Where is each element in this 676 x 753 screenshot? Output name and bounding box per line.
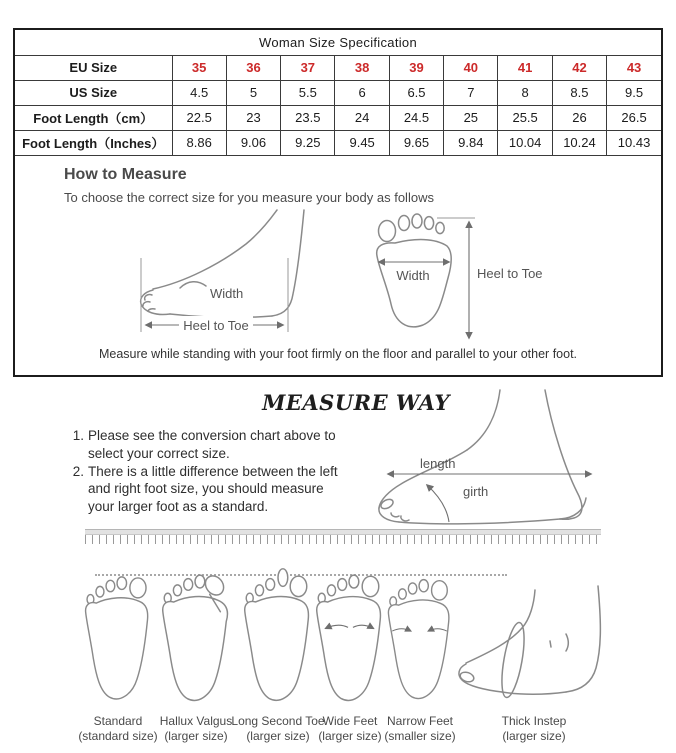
foot-type-name: Thick Instep	[501, 714, 567, 728]
foot-type-label	[478, 714, 590, 745]
foot-type-note: (larger size)	[318, 729, 382, 744]
foot-type-note: (larger size)	[246, 729, 310, 744]
size-cell: 10.04	[498, 130, 552, 155]
how-to-measure-heading: How to Measure	[64, 166, 187, 183]
size-cell: 23	[226, 105, 280, 130]
size-table-row	[15, 55, 661, 80]
foot-type-note: (larger size)	[502, 729, 566, 744]
how-to-measure-intro: To choose the correct size for you measure your body as follows	[64, 190, 434, 205]
size-cell: 9.25	[281, 130, 335, 155]
size-table-row	[15, 130, 661, 155]
size-cell: 40	[444, 55, 498, 80]
size-cell: 26.5	[607, 105, 661, 130]
measure-way-title: MEASURE WAY	[262, 390, 450, 415]
standard-foot-illustration	[80, 574, 156, 712]
instruction-step	[70, 463, 352, 516]
size-cell: 9.65	[389, 130, 443, 155]
size-cell: 9.06	[226, 130, 280, 155]
size-cell: 10.24	[552, 130, 606, 155]
girth-label: girth	[463, 484, 489, 499]
size-row-label: EU Size	[15, 55, 172, 80]
size-cell: 42	[552, 55, 606, 80]
size-cell: 24	[335, 105, 389, 130]
size-cell: 8.5	[552, 80, 606, 105]
size-row-label: Foot Length（Inches）	[15, 130, 172, 155]
size-specification-panel	[13, 28, 663, 377]
size-cell: 5.5	[281, 80, 335, 105]
size-row-label: US Size	[15, 80, 172, 105]
size-cell: 5	[226, 80, 280, 105]
foot-type-name: Hallux Valgus	[159, 714, 233, 728]
footprint-heel-to-toe-label: Heel to Toe	[477, 266, 543, 281]
size-cell: 4.5	[172, 80, 226, 105]
size-table-row	[15, 80, 661, 105]
step-number: 2.	[72, 463, 84, 479]
size-cell: 23.5	[281, 105, 335, 130]
size-cell: 8	[498, 80, 552, 105]
size-row-label: Foot Length（cm）	[15, 105, 172, 130]
size-cell: 22.5	[172, 105, 226, 130]
footprint-diagram	[357, 198, 557, 345]
size-cell: 7	[444, 80, 498, 105]
size-table-row	[15, 105, 661, 130]
length-girth-diagram	[365, 388, 665, 536]
foot-type-note: (larger size)	[164, 729, 228, 744]
size-cell: 24.5	[389, 105, 443, 130]
foot-type-note: (smaller size)	[384, 729, 456, 744]
foot-type-note: (standard size)	[78, 729, 158, 744]
size-cell: 35	[172, 55, 226, 80]
size-cell: 37	[281, 55, 335, 80]
measure-caption: Measure while standing with your foot firmly on the floor and parallel to your other foot.	[98, 347, 578, 361]
wide-feet-illustration	[311, 574, 389, 712]
narrow-feet-illustration	[383, 576, 457, 712]
size-cell: 9.5	[607, 80, 661, 105]
instruction-step	[70, 427, 352, 463]
size-cell: 9.45	[335, 130, 389, 155]
size-cell: 41	[498, 55, 552, 80]
thick-instep-illustration	[450, 584, 640, 706]
size-table-title-row	[15, 30, 661, 55]
step-number: 1.	[72, 428, 84, 443]
size-cell: 10.43	[607, 130, 661, 155]
size-table-title: Woman Size Specification	[15, 30, 661, 55]
hallux-valgus-foot-illustration	[157, 572, 235, 712]
size-cell: 25.5	[498, 105, 552, 130]
side-foot-heel-to-toe-label: Heel to Toe	[183, 318, 249, 333]
size-cell: 6.5	[389, 80, 443, 105]
side-foot-width-label: Width	[210, 286, 244, 301]
step-text: Please see the conversion chart above to select your correct size.	[88, 428, 336, 461]
size-cell: 26	[552, 105, 606, 130]
size-cell: 39	[389, 55, 443, 80]
foot-type-name: Wide Feet	[322, 714, 378, 728]
size-table	[15, 30, 661, 156]
length-label: length	[420, 456, 456, 471]
step-text: There is a little difference between the left and right foot size, you should measure your larger foot as a standard.	[88, 463, 338, 515]
size-cell: 8.86	[172, 130, 226, 155]
size-cell: 38	[335, 55, 389, 80]
size-cell: 43	[607, 55, 661, 80]
foot-type-name: Standard	[93, 714, 143, 728]
foot-type-name: Narrow Feet	[386, 714, 454, 728]
size-cell: 9.84	[444, 130, 498, 155]
side-foot-diagram	[120, 202, 352, 344]
foot-type-label	[368, 714, 472, 745]
footprint-width-label: Width	[396, 268, 430, 283]
size-cell: 36	[226, 55, 280, 80]
size-table-body	[15, 30, 661, 155]
ruler-ticks	[85, 535, 601, 544]
long-second-toe-foot-illustration	[239, 568, 317, 712]
size-cell: 6	[335, 80, 389, 105]
size-cell: 25	[444, 105, 498, 130]
measure-way-instructions	[70, 427, 352, 516]
foot-type-name: Long Second Toe	[231, 714, 325, 728]
